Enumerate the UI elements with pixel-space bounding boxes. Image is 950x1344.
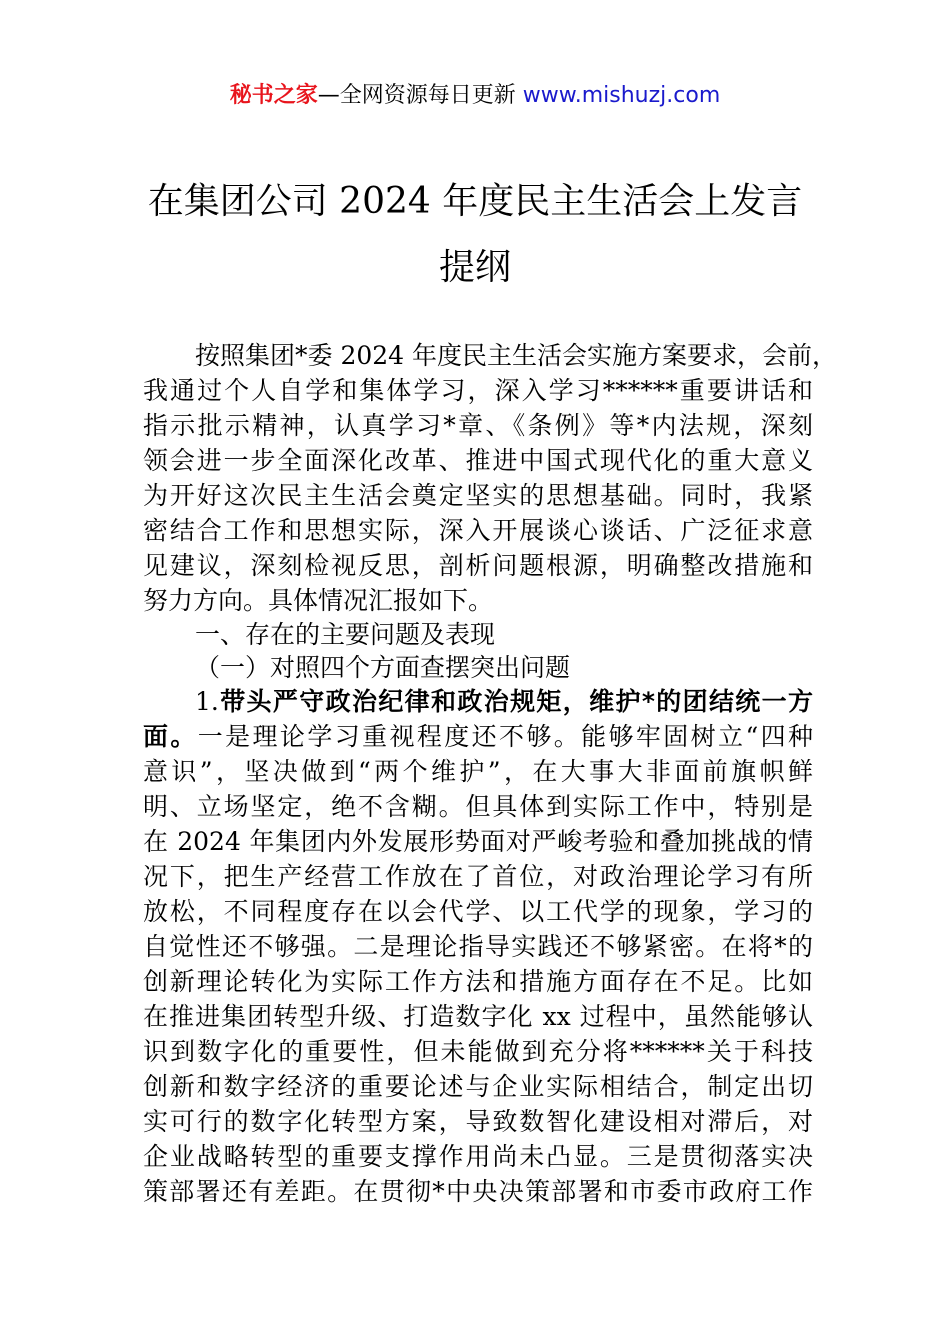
item-line: 实可行的数字化转型方案，导致数智化建设相对滞后，对 bbox=[143, 1107, 813, 1136]
item-line: 在 2024 年集团内外发展形势面对严峻考验和叠加挑战的情 bbox=[143, 827, 813, 856]
item-line: 创新和数字经济的重要论述与企业实际相结合，制定出切 bbox=[143, 1072, 813, 1101]
document-body bbox=[143, 338, 838, 1209]
item-title: 带头严守政治纪律和政治规矩，维护*的团结统一方 bbox=[218, 687, 813, 716]
item-line: 企业战略转型的重要支撑作用尚未凸显。三是贯彻落实决 bbox=[143, 1142, 813, 1171]
item-line: 况下，把生产经营工作放在了首位，对政治理论学习有所 bbox=[143, 862, 813, 891]
document-title: 在集团公司 2024 年度民主生活会上发言 bbox=[147, 181, 803, 222]
site-banner bbox=[0, 78, 950, 114]
item-line: 放松，不同程度存在以会代学、以工代学的现象，学习的 bbox=[143, 897, 813, 926]
site-url[interactable]: www.mishuzj.com bbox=[522, 83, 721, 108]
intro-line: 努力方向。具体情况汇报如下。 bbox=[143, 586, 494, 615]
item-line: 意识”，坚决做到“两个维护”，在大事大非面前旗帜鲜 bbox=[143, 757, 813, 786]
banner-slogan: —全网资源每日更新 bbox=[317, 83, 523, 108]
intro-line: 为开好这次民主生活会奠定坚实的思想基础。同时，我紧 bbox=[143, 481, 813, 510]
subsection-heading: （一）对照四个方面查摆突出问题 bbox=[195, 653, 571, 682]
intro-line: 指示批示精神，认真学习*章、《条例》等*内法规，深刻 bbox=[143, 411, 813, 440]
item-title-end: 面。 bbox=[143, 722, 198, 751]
brand-name: 秘书之家 bbox=[229, 83, 318, 108]
section-heading: 一、存在的主要问题及表现 bbox=[195, 620, 496, 649]
item-line: 自觉性还不够强。二是理论指导实践还不够紧密。在将*的 bbox=[143, 932, 813, 961]
intro-line: 见建议，深刻检视反思，剖析问题根源，明确整改措施和 bbox=[143, 551, 813, 580]
item-line: 在推进集团转型升级、打造数字化 xx 过程中，虽然能够认 bbox=[143, 1002, 813, 1031]
item-heading bbox=[143, 684, 813, 719]
item-line: 明、立场坚定，绝不含糊。但具体到实际工作中，特别是 bbox=[143, 792, 813, 821]
item-line: 创新理论转化为实际工作方法和措施方面存在不足。比如 bbox=[143, 967, 813, 996]
intro-line: 按照集团*委 2024 年度民主生活会实施方案要求，会前， bbox=[195, 341, 838, 370]
intro-line: 密结合工作和思想实际，深入开展谈心谈话、广泛征求意 bbox=[143, 516, 813, 545]
intro-line: 领会进一步全面深化改革、推进中国式现代化的重大意义 bbox=[143, 446, 813, 475]
intro-line: 我通过个人自学和集体学习，深入学习******重要讲话和 bbox=[143, 376, 813, 405]
item-line: 策部署还有差距。在贯彻*中央决策部署和市委市政府工作 bbox=[143, 1177, 813, 1206]
document-title-continued: 提纲 bbox=[438, 247, 511, 288]
item-text: 一是理论学习重视程度还不够。能够牢固树立“四种 bbox=[197, 722, 813, 751]
item-line: 识到数字化的重要性，但未能做到充分将******关于科技 bbox=[143, 1037, 813, 1066]
item-number: 1. bbox=[195, 687, 219, 716]
item-line bbox=[143, 719, 813, 754]
